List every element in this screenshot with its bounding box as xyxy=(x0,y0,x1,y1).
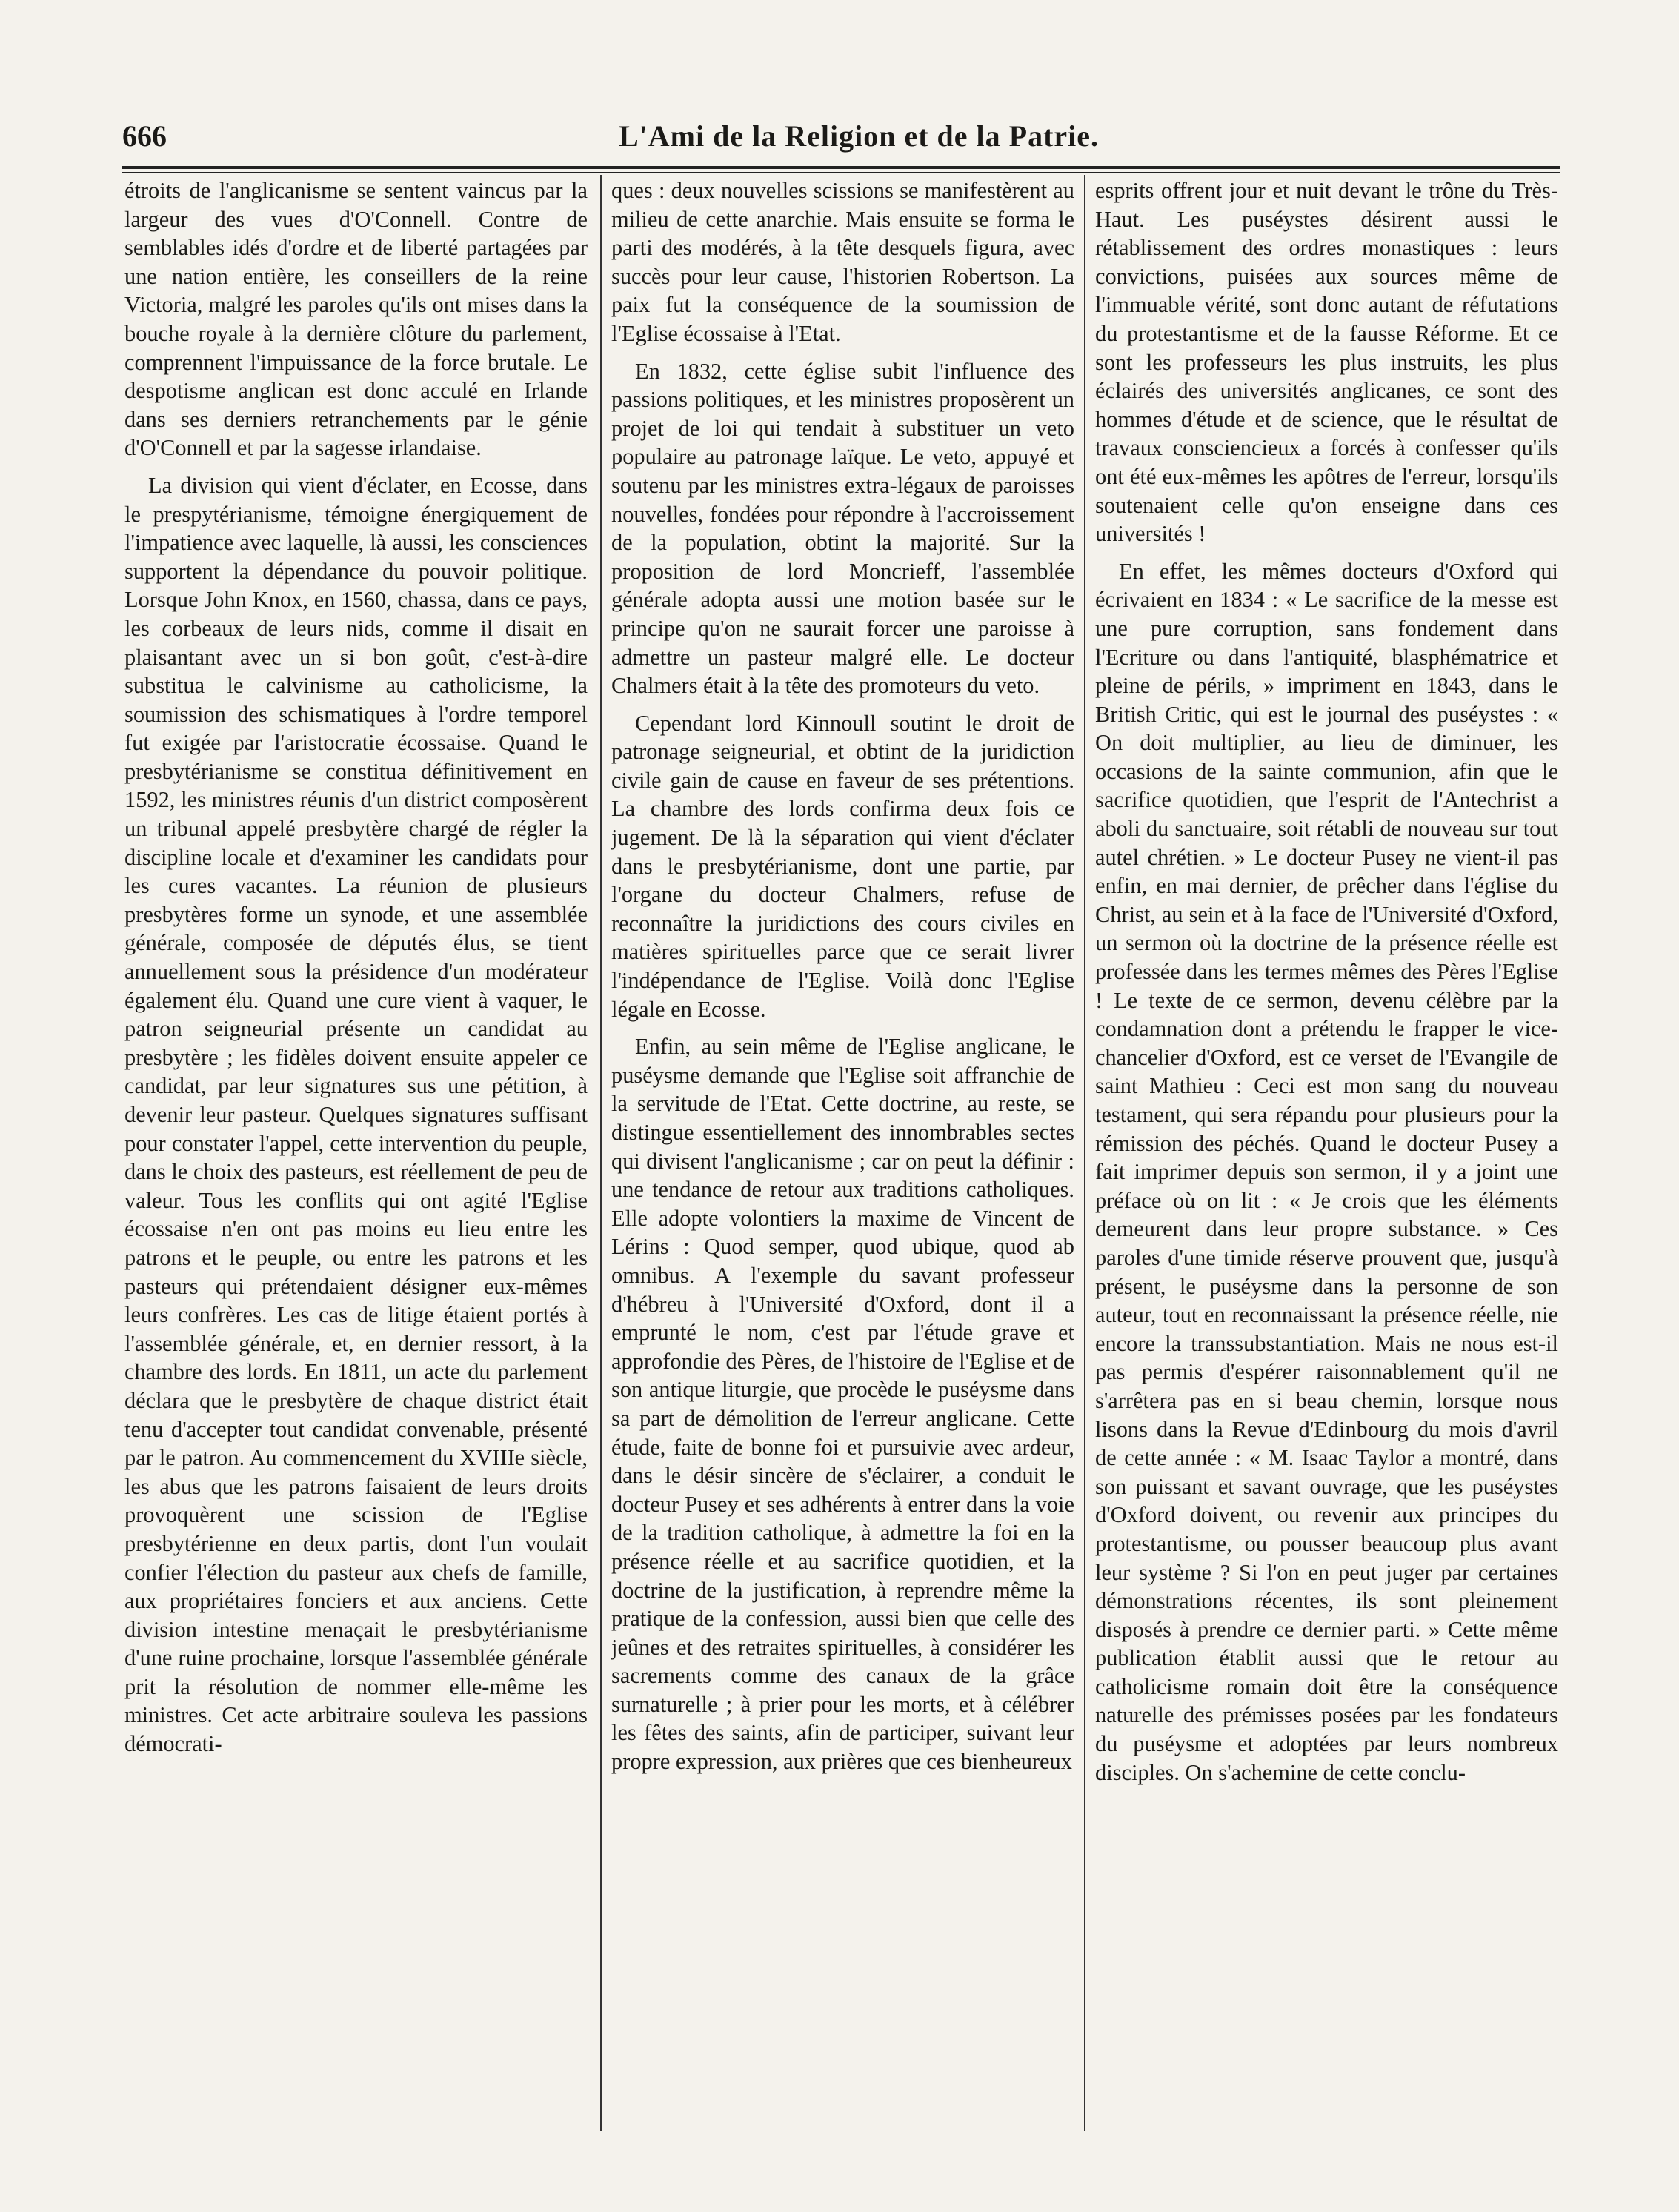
column-1 xyxy=(124,176,588,1758)
paragraph: En 1832, cette église subit l'influence des passions politiques, et les ministres proposèrent un projet de loi qui tendait à substituer un veto populaire au patronage laïque. Le veto, appuyé et soutenu par les ministres extra-légaux de paroisses nouvelles, fondées pour répondre à l'accroissement de la population, obtint la majorité. Sur la proposition de lord Moncrieff, l'assemblée générale adopta aussi une motion basée sur le principe qu'on ne saurait forcer une paroisse à admettre un pasteur malgré elle. Le docteur Chalmers était à la tête des promoteurs du veto. xyxy=(611,358,1074,699)
column-divider xyxy=(600,175,602,2131)
running-title: L'Ami de la Religion et de la Patrie. xyxy=(619,119,1100,153)
paragraph: Cependant lord Kinnoull soutint le droit de patronage seigneurial, et obtint de la juridiction civile gain de cause en faveur de ses prétentions. La chambre des lords confirma deux fois ce jugement. De là la séparation qui vient d'éclater dans le presbytérianisme, dont une partie, par l'organe du docteur Chalmers, refuse de reconnaître la juridictions des cours civiles en matières spirituelles parce que ce serait livrer l'indépendance de l'Eglise. Voilà donc l'Eglise légale en Ecosse. xyxy=(611,710,1074,1022)
paragraph: En effet, les mêmes docteurs d'Oxford qui écrivaient en 1834 : « Le sacrifice de la messe est une pure corruption, sans fondement dans l'Ecriture ou dans l'antiquité, blasphématrice et pleine de périls, » impriment en 1843, dans le British Critic, qui est le journal des puséystes : « On doit multiplier, au lieu de diminuer, les occasions de la sainte communion, afin que le sacrifice quotidien, que l'esprit de l'Antechrist a aboli du sanctuaire, soit rétabli de nouveau sur tout autel chrétien. » Le docteur Pusey ne vient-il pas enfin, en mai dernier, de prêcher dans l'église du Christ, au sein et à la face de l'Université d'Oxford, un sermon où la doctrine de la présence réelle est professée dans les termes mêmes des Pères l'Eglise ! Le texte de ce sermon, devenu célèbre par la condamnation dont a prétendu le frapper le vice-chancelier d'Oxford, est ce verset de l'Evangile de saint Mathieu : Ceci est mon sang du nouveau testament, qui sera répandu pour plusieurs pour la rémission des péchés. Quand le docteur Pusey a fait imprimer depuis son sermon, il y a joint une préface où on lit : « Je crois que les éléments demeurent dans leur propre substance. » Ces paroles d'une timide réserve prouvent que, jusqu'à présent, le puséysme dans la personne de son auteur, tout en reconnaissant la présence réelle, nie encore la transsubstantiation. Mais ne nous est-il pas permis d'espérer raisonnablement qu'il ne s'arrêtera pas en si beau chemin, lorsque nous lisons dans la Revue d'Edinbourg du mois d'avril de cette année : « M. Isaac Taylor a montré, dans son puissant et savant ouvrage, que les puséystes d'Oxford doivent, ou revenir aux principes du protestantisme, ou pousser beaucoup plus avant leur système ? Si l'on en peut juger par certaines démonstrations récentes, ils sont pleinement disposés à prendre ce dernier parti. » Cette même publication établit aussi que le retour au catholicisme romain doit être la conséquence naturelle des prémisses posées par les fondateurs du puséysme et adoptées par leurs nombreux disciples. On s'achemine de cette conclu- xyxy=(1095,558,1558,1785)
paragraph: esprits offrent jour et nuit devant le trône du Très-Haut. Les puséystes désirent aussi le rétablissement des ordres monastiques : leurs convictions, puisées aux sources même de l'immuable vérité, sont donc autant de réfutations du protestantisme et de la fausse Réforme. Et ce sont les professeurs les plus instruits, les plus éclairés des universités anglicanes, ce sont des hommes d'étude et de science, que le résultat de travaux consciencieux a forcés à confesser qu'ils ont été eux-mêmes les apôtres de l'erreur, lorsqu'ils soutenaient celle qu'on enseigne dans ces universités ! xyxy=(1095,178,1558,547)
page-header xyxy=(122,119,1560,163)
paragraph: ques : deux nouvelles scissions se manifestèrent au milieu de cette anarchie. Mais ensuite se forma le parti des modérés, à la tête desquels figura, avec succès pour leur cause, l'historien Robertson. La paix fut la conséquence de la soumission de l'Eglise écossaise à l'Etat. xyxy=(611,178,1074,346)
header-rule-thin xyxy=(122,172,1560,173)
column-2 xyxy=(611,176,1074,1776)
paragraph: Enfin, au sein même de l'Eglise anglicane, le puséysme demande que l'Eglise soit affranchie de la servitude de l'Etat. Cette doctrine, au reste, se distingue essentiellement des innombrables sectes qui divisent l'anglicanisme ; car on peut la définir : une tendance de retour aux traditions catholiques. Elle adopte volontiers la maxime de Vincent de Lérins : Quod semper, quod ubique, quod ab omnibus. A l'exemple du savant professeur d'hébreu à l'Université d'Oxford, dont il a emprunté le nom, c'est par l'étude grave et approfondie des Pères, de l'histoire de l'Eglise et de son antique liturgie, que procède le puséysme dans sa part de démolition de l'erreur anglicane. Cette étude, faite de bonne foi et pursuivie avec ardeur, dans le désir sincère de s'éclairer, a conduit le docteur Pusey et ses adhérents à entrer dans la voie de la tradition catholique, à admettre la foi en la présence réelle et au sacrifice quotidien, et la doctrine de la justification, à reprendre même la pratique de la confession, aussi bien que celle des jeûnes et des retraites spirituelles, à considérer les sacrements comme des canaux de la grâce surnaturelle ; à prier pour les morts, et à célébrer les fêtes des saints, afin de participer, suivant leur propre expression, aux prières que ces bienheureux xyxy=(611,1034,1074,1775)
column-divider xyxy=(1084,175,1085,2131)
header-rule xyxy=(122,166,1560,169)
paragraph: étroits de l'anglicanisme se sentent vaincus par la largeur des vues d'O'Connell. Contre de semblables idés d'ordre et de liberté partagées par une nation entière, les conseillers de la reine Victoria, malgré les paroles qu'ils ont mises dans la bouche royale à la dernière clôture du parlement, comprennent l'impuissance de la force brutale. Le despotisme anglican est donc acculé en Irlande dans ses derniers retranchements par le génie d'O'Connell et par la sagesse irlandaise. xyxy=(124,178,588,461)
page-number: 666 xyxy=(122,119,167,153)
column-3 xyxy=(1095,176,1558,1787)
paragraph: La division qui vient d'éclater, en Ecosse, dans le prespytérianisme, témoigne énergiquement de l'impatience avec laquelle, là aussi, les consciences supportent la dépendance du pouvoir politique. Lorsque John Knox, en 1560, chassa, dans ce pays, les corbeaux de leurs nids, comme il disait en plaisantant avec un si bon goût, c'est-à-dire substitua le calvinisme au catholicisme, la soumission des schismatiques à l'ordre temporel fut exigée par l'aristocratie écossaise. Quand le presbytérianisme se constitua définitivement en 1592, les ministres réunis d'un district composèrent un tribunal appelé presbytère chargé de régler la discipline locale et d'examiner les candidats pour les cures vacantes. La réunion de plusieurs presbytères forme un synode, et une assemblée générale, composée de députés élus, se tient annuellement sous la présidence d'un modérateur également élu. Quand une cure vient à vaquer, le patron seigneurial présente un candidat au presbytère ; les fidèles doivent ensuite appeler ce candidat, par leur signatures sus une pétition, à devenir leur pasteur. Quelques signatures suffisant pour constater l'appel, cette intervention du peuple, dans le choix des pasteurs, est réellement de peu de valeur. Tous les conflits qui ont agité l'Eglise écossaise n'en ont pas moins eu lieu entre les patrons et le peuple, ou entre les patrons et les pasteurs qui prétendaient désigner eux-mêmes leurs confrères. Les cas de litige étaient portés à l'assemblée générale, et, en dernier ressort, à la chambre des lords. En 1811, un acte du parlement déclara que le presbytère de chaque district était tenu d'accepter tout candidat convenable, présenté par le patron. Au commencement du XVIIIe siècle, les abus que les patrons faisaient de leurs droits provoquèrent une scission de l'Eglise presbytérienne en deux partis, dont l'un voulait confier l'élection du pasteur aux chefs de famille, aux propriétaires fonciers et aux anciens. Cette division intestine menaçait le presbytérianisme d'une ruine prochaine, lorsque l'assemblée générale prit la résolution de nommer elle-même les ministres. Cet acte arbitraire souleva les passions démocrati- xyxy=(124,472,588,1757)
